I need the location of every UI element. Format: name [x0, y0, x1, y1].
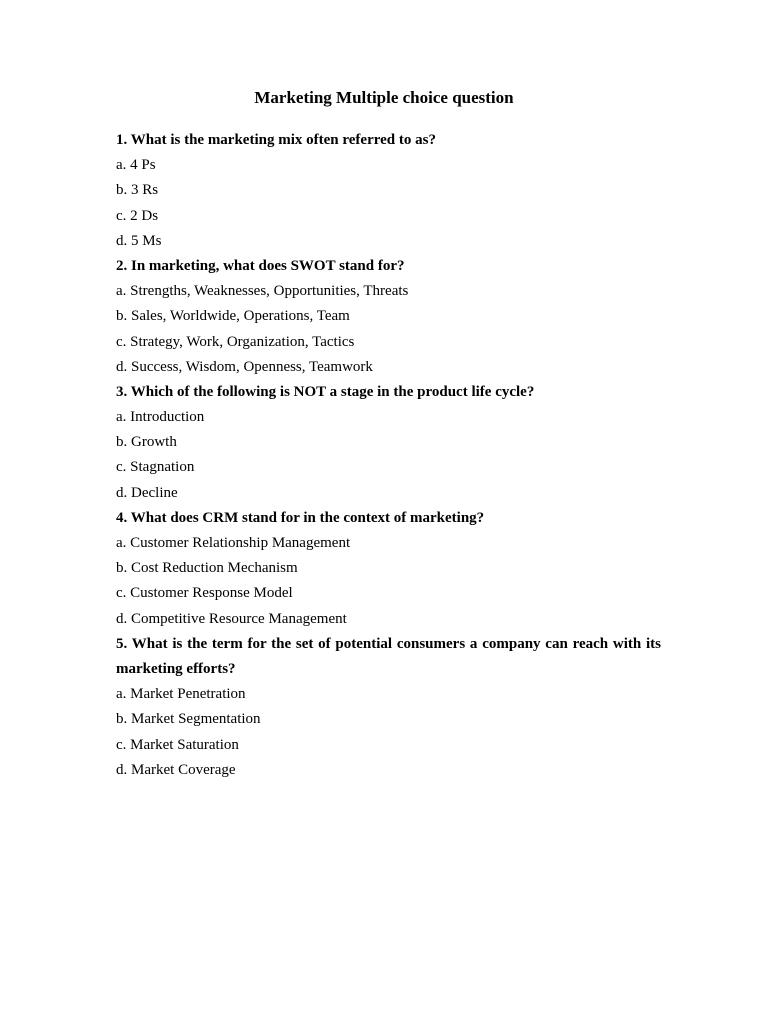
question-block-2: [116, 254, 661, 380]
answer-option: c. Stagnation: [116, 459, 195, 476]
question-block-3: [116, 380, 661, 506]
answer-option: b. Sales, Worldwide, Operations, Team: [116, 308, 350, 325]
answer-option: b. 3 Rs: [116, 182, 159, 199]
answer-option: d. 5 Ms: [116, 232, 162, 249]
answer-option: a. Introduction: [116, 409, 205, 426]
question-list: [116, 128, 661, 783]
question-text: 3. Which of the following is NOT a stage in the product life cycle?: [116, 383, 535, 400]
question-text: 4. What does CRM stand for in the context of marketing?: [116, 509, 485, 526]
question-text: 5. What is the term for the set of potential consumers a company can reach with its marketing efforts?: [116, 635, 661, 677]
answer-option: a. Customer Relationship Management: [116, 535, 351, 551]
answer-option: a. Market Penetration: [116, 686, 246, 703]
answer-option: c. Market Saturation: [116, 736, 239, 753]
answer-option: d. Market Coverage: [116, 761, 236, 778]
answer-option: b. Market Segmentation: [116, 711, 261, 728]
page-title: Marketing Multiple choice question: [254, 88, 514, 107]
answer-option: d. Decline: [116, 484, 178, 501]
answer-option: a. 4 Ps: [116, 157, 156, 174]
answer-option: d. Success, Wisdom, Openness, Teamwork: [116, 358, 373, 375]
question-block-4: [116, 506, 661, 632]
answer-option: b. Growth: [116, 434, 177, 451]
question-block-5: [116, 632, 661, 783]
answer-option: c. 2 Ds: [116, 207, 159, 224]
answer-option: d. Competitive Resource Management: [116, 610, 347, 627]
answer-option: c. Customer Response Model: [116, 585, 293, 602]
answer-option: c. Strategy, Work, Organization, Tactics: [116, 333, 355, 350]
question-text: 2. In marketing, what does SWOT stand for?: [116, 257, 405, 274]
answer-option: b. Cost Reduction Mechanism: [116, 560, 298, 577]
question-block-1: [116, 128, 661, 254]
answer-option: a. Strengths, Weaknesses, Opportunities, Threats: [116, 283, 409, 300]
question-text: 1. What is the marketing mix often referred to as?: [116, 132, 436, 148]
